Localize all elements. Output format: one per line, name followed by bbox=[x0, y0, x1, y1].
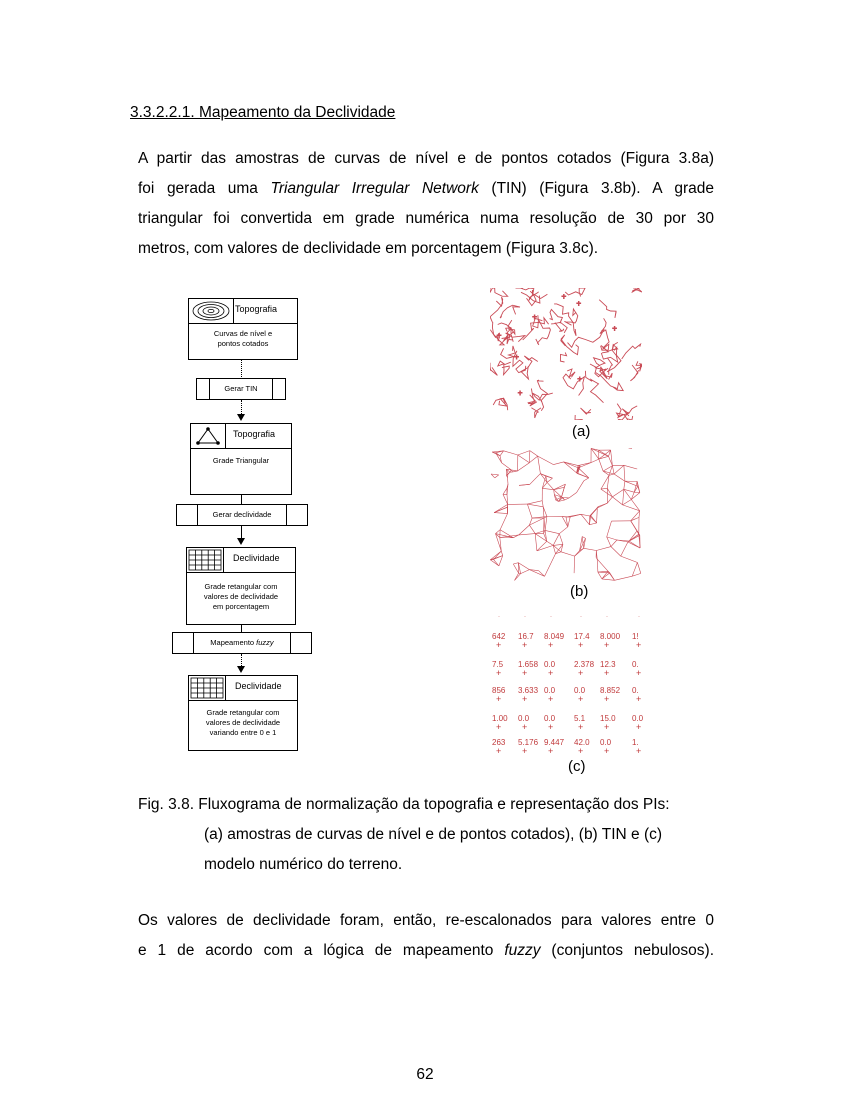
grid-cell-value: 0. bbox=[632, 660, 639, 669]
tin-edge bbox=[545, 554, 556, 577]
tin-edge bbox=[527, 504, 532, 518]
grid-cell-value: 17.4 bbox=[574, 632, 590, 641]
grid-cell-value: 856 bbox=[492, 686, 506, 695]
contour-line bbox=[632, 288, 642, 293]
tin-edge bbox=[609, 474, 614, 475]
grid-cell-value: 0.0 bbox=[544, 686, 556, 695]
flow-process-label: Gerar declividade bbox=[212, 510, 272, 519]
flow-process-label: Mapeamento bbox=[210, 638, 257, 647]
grid-cell-value: 1. bbox=[632, 738, 639, 747]
caption-line2: (a) amostras de curvas de nível e de pontos cotados), (b) TIN e (c) bbox=[204, 826, 663, 843]
flow-box-body-line: variando entre 0 e 1 bbox=[209, 728, 277, 737]
figure-caption bbox=[138, 790, 714, 880]
spot-height-marker: + bbox=[561, 292, 567, 302]
panel-c-numeric-grid bbox=[490, 614, 642, 754]
caption-line1: Fig. 3.8. Fluxograma de normalização da topografia e representação dos PIs: bbox=[138, 796, 670, 813]
flow-box-body bbox=[189, 708, 297, 738]
process-bar bbox=[290, 633, 291, 653]
tin-edge bbox=[562, 487, 565, 497]
tin-edge bbox=[624, 465, 625, 481]
grid-node-marker: + bbox=[578, 722, 584, 732]
grid-cell-value: 1.00 bbox=[492, 714, 508, 723]
flow-process-gerar-declividade bbox=[176, 504, 308, 526]
grid-node-marker: + bbox=[578, 746, 584, 756]
contour-line bbox=[622, 344, 641, 359]
tin-edge bbox=[623, 489, 624, 505]
grid-node-marker: + bbox=[578, 668, 584, 678]
grid-cell-value: 9.447 bbox=[544, 738, 565, 747]
tin-edge bbox=[518, 563, 529, 570]
tin-edge bbox=[614, 474, 625, 481]
contour-line bbox=[550, 309, 563, 323]
flow-box-body-line: valores de declividade bbox=[203, 592, 279, 601]
tin-edge bbox=[584, 548, 597, 550]
tin-edge bbox=[597, 559, 608, 571]
contour-line bbox=[599, 300, 616, 318]
tin-edge bbox=[544, 518, 545, 530]
grid-cell-value: 8.049 bbox=[544, 632, 565, 641]
grid-cell-value: 0.0 bbox=[544, 660, 556, 669]
tin-edge bbox=[539, 571, 545, 577]
contour-line bbox=[630, 365, 638, 381]
panel-c-label: (c) bbox=[568, 758, 586, 775]
tin-edge bbox=[575, 548, 584, 556]
tin-edge bbox=[507, 472, 511, 475]
grid-cell-value: 12.3 bbox=[600, 660, 616, 669]
panel-b-tin bbox=[490, 448, 642, 582]
grid-node-marker: + bbox=[636, 694, 642, 704]
para1-line3: triangular foi convertida em grade numérica numa resolução de 30 por 30 bbox=[138, 210, 714, 227]
flow-box-body-line: pontos cotados bbox=[217, 339, 269, 348]
panel-b-label: (b) bbox=[570, 583, 589, 600]
tin-edge bbox=[597, 503, 607, 508]
tin-edge bbox=[527, 501, 542, 504]
contour-line bbox=[490, 367, 497, 376]
process-bar bbox=[197, 505, 198, 525]
tin-edge bbox=[508, 478, 509, 485]
tin-edge bbox=[584, 478, 589, 481]
flow-box-title: Topografia bbox=[235, 304, 278, 314]
grid-node-marker: + bbox=[578, 640, 584, 650]
tin-edge bbox=[597, 559, 598, 572]
grid-cell-value: 2.378 bbox=[574, 660, 595, 669]
flow-box-declividade-percent bbox=[186, 547, 296, 625]
tin-edge bbox=[602, 579, 615, 580]
tin-edge bbox=[513, 563, 518, 564]
flow-box-header bbox=[187, 548, 295, 573]
tin-edge bbox=[632, 573, 641, 576]
paragraph-intro bbox=[138, 144, 714, 264]
grid-node-marker: + bbox=[548, 668, 554, 678]
flow-box-body-line: valores de declividade bbox=[205, 718, 281, 727]
contour-line bbox=[581, 408, 591, 414]
flow-box-declividade-fuzzy bbox=[188, 675, 298, 751]
panel-a-contour-map bbox=[490, 288, 642, 420]
tin-edge bbox=[538, 456, 541, 474]
grid-node-marker: + bbox=[548, 640, 554, 650]
grid-node-marker: + bbox=[496, 694, 502, 704]
tin-edge bbox=[495, 475, 499, 478]
tin-edge bbox=[637, 563, 640, 574]
flow-box-title: Topografia bbox=[233, 429, 276, 439]
flow-process-mapeamento-fuzzy bbox=[172, 632, 312, 654]
contour-line bbox=[521, 356, 538, 379]
grid-cell-value: 0.0 bbox=[574, 686, 586, 695]
grid-cell-value: 8.852 bbox=[600, 686, 621, 695]
para2-line2-b: (conjuntos nebulosos). bbox=[540, 942, 714, 959]
tin-edge bbox=[578, 468, 589, 478]
grid-node-marker: · bbox=[580, 614, 582, 620]
page-number: 62 bbox=[416, 1066, 434, 1083]
para1-line4: metros, com valores de declividade em porcentagem (Figura 3.8c). bbox=[138, 240, 599, 257]
tin-edge bbox=[624, 465, 637, 469]
flow-box-body-line: Grade retangular com bbox=[206, 708, 280, 717]
tin-edge bbox=[545, 517, 547, 531]
tin-edge bbox=[598, 572, 602, 579]
grid-node-marker: + bbox=[496, 640, 502, 650]
contour-line bbox=[527, 291, 537, 305]
paragraph-fuzzy bbox=[138, 906, 714, 966]
flow-box-header bbox=[189, 299, 297, 324]
contour-line bbox=[564, 309, 577, 325]
grid-node-marker: + bbox=[548, 694, 554, 704]
flow-box-topografia-grade bbox=[190, 423, 292, 495]
spot-height-marker: + bbox=[532, 312, 537, 322]
tin-edge bbox=[611, 540, 617, 547]
tin-edge bbox=[596, 547, 611, 551]
tin-edge bbox=[518, 463, 530, 471]
tin-edge bbox=[607, 488, 612, 497]
tin-edge bbox=[628, 542, 640, 548]
grid-cell-value: 263 bbox=[492, 738, 506, 747]
grid-node-marker: · bbox=[550, 614, 552, 620]
flowchart bbox=[170, 290, 320, 770]
section-heading: 3.3.2.2.1. Mapeamento da Declividade bbox=[130, 104, 396, 121]
tin-edge bbox=[494, 504, 508, 512]
tin-edge bbox=[599, 459, 603, 471]
contour-line bbox=[600, 318, 609, 348]
grid-cell-value: 0.0 bbox=[518, 714, 530, 723]
grid-node-marker: + bbox=[522, 722, 528, 732]
tin-edge bbox=[542, 488, 553, 489]
arrow-down-icon bbox=[237, 414, 245, 421]
para1-line2-a: foi gerada uma bbox=[138, 180, 271, 197]
tin-edge bbox=[598, 571, 608, 572]
tin-edge bbox=[621, 556, 638, 562]
tin-edge bbox=[631, 521, 639, 534]
grid-cell-value: 7.5 bbox=[492, 660, 504, 669]
grid-node-marker: · bbox=[638, 614, 640, 620]
process-bar bbox=[193, 633, 194, 653]
tin-edge bbox=[527, 504, 543, 507]
tin-edge bbox=[569, 493, 577, 498]
tin-edge bbox=[501, 551, 502, 556]
contour-line bbox=[560, 352, 566, 362]
contour-line bbox=[607, 358, 612, 375]
tin-edge bbox=[530, 451, 538, 457]
tin-edge bbox=[494, 513, 507, 514]
contour-line bbox=[533, 393, 553, 402]
tin-edge bbox=[574, 556, 575, 573]
grid-icon bbox=[189, 676, 226, 700]
grid-node-marker: · bbox=[606, 614, 608, 620]
tin-edge bbox=[632, 563, 637, 577]
tin-edge bbox=[577, 473, 589, 478]
tin-edge bbox=[607, 521, 612, 537]
tin-edge bbox=[521, 570, 530, 574]
contour-line bbox=[490, 288, 508, 296]
flow-box-header bbox=[191, 424, 291, 449]
tin-edge bbox=[607, 497, 612, 503]
contour-line bbox=[636, 361, 642, 371]
contour-line bbox=[568, 330, 604, 348]
arrow-down-icon bbox=[237, 538, 245, 545]
tin-edge bbox=[494, 507, 508, 513]
spot-height-marker: + bbox=[612, 323, 617, 333]
flow-process-label: Gerar TIN bbox=[224, 384, 258, 393]
tin-edge bbox=[529, 525, 535, 534]
contour-line bbox=[575, 415, 583, 420]
tin-edge bbox=[608, 571, 615, 580]
grid-node-marker: + bbox=[604, 722, 610, 732]
grid-cell-value: 15.0 bbox=[600, 714, 616, 723]
spot-height-marker: + bbox=[577, 374, 583, 384]
grid-cell-value: 5.1 bbox=[574, 714, 586, 723]
tin-edge bbox=[559, 534, 563, 545]
tin-edge bbox=[538, 456, 554, 465]
grid-cell-value: 5.176 bbox=[518, 738, 539, 747]
grid-node-marker: + bbox=[604, 746, 610, 756]
flow-connector bbox=[241, 654, 242, 666]
tin-edge bbox=[612, 466, 614, 474]
tin-edge bbox=[504, 451, 518, 455]
para1-line2-b: (TIN) (Figura 3.8b). A grade bbox=[478, 180, 714, 197]
tin-edge bbox=[547, 478, 552, 482]
contour-line bbox=[500, 305, 520, 318]
grid-cell-value: 0. bbox=[632, 686, 639, 695]
tin-edge bbox=[601, 489, 613, 497]
grid-node-marker: + bbox=[496, 668, 502, 678]
tin-edge bbox=[612, 497, 622, 505]
spot-height-marker: + bbox=[514, 352, 519, 362]
flow-process-label-emphasis: fuzzy bbox=[256, 638, 274, 647]
tin-edge bbox=[614, 465, 624, 474]
grid-cell-value: 1.658 bbox=[518, 660, 539, 669]
contour-line bbox=[490, 297, 503, 322]
tin-edge bbox=[491, 474, 499, 475]
grid-node-marker: + bbox=[578, 694, 584, 704]
triangle-network-icon bbox=[191, 424, 226, 448]
flow-box-body-line: em porcentagem bbox=[212, 602, 270, 611]
grid-node-marker: + bbox=[636, 746, 642, 756]
tin-edge bbox=[503, 488, 507, 494]
flow-box-body-line: Curvas de nível e bbox=[213, 329, 273, 338]
tin-edge bbox=[500, 514, 507, 530]
grid-node-marker: + bbox=[548, 746, 554, 756]
tin-edge bbox=[547, 482, 554, 489]
tin-edge bbox=[530, 474, 541, 485]
tin-edge bbox=[502, 463, 512, 470]
tin-edge bbox=[553, 534, 559, 546]
flow-box-header bbox=[189, 676, 297, 701]
spot-height-marker: + bbox=[517, 388, 523, 398]
grid-node-marker: + bbox=[548, 722, 554, 732]
flow-box-title: Declividade bbox=[233, 553, 280, 563]
process-bar bbox=[272, 379, 273, 399]
tin-edge bbox=[496, 530, 501, 534]
grid-cell-value: 1! bbox=[632, 632, 639, 641]
grid-node-marker: · bbox=[498, 614, 500, 620]
tin-edge bbox=[518, 451, 530, 455]
para2-line2-a: e 1 de acordo com a lógica de mapeamento bbox=[138, 942, 505, 959]
contour-map-icon bbox=[189, 299, 234, 323]
tin-edge bbox=[529, 456, 537, 463]
contour-line bbox=[565, 288, 585, 297]
tin-edge bbox=[542, 501, 543, 507]
grid-node-marker: + bbox=[636, 668, 642, 678]
grid-cell-value: 642 bbox=[492, 632, 506, 641]
grid-cell-value: 3.633 bbox=[518, 686, 539, 695]
grid-node-marker: + bbox=[604, 694, 610, 704]
grid-cell-value: 42.0 bbox=[574, 738, 590, 747]
tin-edge bbox=[553, 544, 563, 545]
grid-cell-value: 0.0 bbox=[544, 714, 556, 723]
spot-height-marker: + bbox=[576, 299, 582, 308]
flow-box-title: Declividade bbox=[235, 681, 282, 691]
grid-icon bbox=[187, 548, 224, 572]
tin-edge bbox=[554, 462, 564, 465]
grid-node-marker: + bbox=[636, 722, 642, 732]
tin-edge bbox=[634, 481, 637, 492]
flow-process-gerar-tin bbox=[196, 378, 286, 400]
grid-cell-value: 0.0 bbox=[632, 714, 644, 723]
grid-cell-value: 16.7 bbox=[518, 632, 534, 641]
tin-edge bbox=[624, 481, 625, 489]
tin-edge bbox=[621, 542, 628, 556]
arrow-down-icon bbox=[237, 666, 245, 673]
caption-line3: modelo numérico do terreno. bbox=[204, 856, 403, 873]
para2-line1: Os valores de declividade foram, então, re-escalonados para valores entre 0 bbox=[138, 912, 714, 929]
tin-edge bbox=[547, 541, 554, 545]
flow-connector bbox=[241, 400, 242, 414]
flow-box-topografia-curvas bbox=[188, 298, 298, 360]
tin-edge bbox=[577, 481, 584, 493]
flow-box-body: Grade Triangular bbox=[212, 456, 270, 465]
grid-node-marker: + bbox=[636, 640, 642, 650]
flow-box-body bbox=[189, 329, 297, 349]
panel-a-label: (a) bbox=[572, 423, 591, 440]
tin-edge bbox=[519, 534, 535, 535]
grid-node-marker: · bbox=[524, 614, 526, 620]
grid-node-marker: + bbox=[604, 668, 610, 678]
process-bar bbox=[286, 505, 287, 525]
flow-connector bbox=[241, 526, 242, 538]
contour-line bbox=[531, 408, 541, 418]
grid-node-marker: + bbox=[522, 668, 528, 678]
contour-line bbox=[528, 389, 536, 407]
grid-node-marker: + bbox=[604, 640, 610, 650]
tin-edge bbox=[601, 488, 607, 489]
contour-line bbox=[601, 342, 618, 353]
grid-cell-value: 8.000 bbox=[600, 632, 621, 641]
tin-edge bbox=[611, 547, 621, 557]
tin-edge bbox=[559, 527, 568, 534]
grid-node-marker: + bbox=[522, 694, 528, 704]
tin-edge bbox=[591, 459, 599, 463]
tin-edge bbox=[607, 537, 611, 547]
process-bar bbox=[209, 379, 210, 399]
tin-edge bbox=[597, 508, 598, 523]
para1-line1: A partir das amostras de curvas de nível e de pontos cotados (Figura 3.8a) bbox=[138, 150, 714, 167]
tin-edge bbox=[631, 511, 640, 521]
contour-line bbox=[516, 288, 534, 294]
tin-edge bbox=[612, 489, 623, 497]
tin-edge bbox=[566, 514, 581, 517]
para1-line2 bbox=[138, 174, 714, 204]
tin-edge bbox=[513, 564, 518, 573]
para2-line2 bbox=[138, 936, 714, 966]
para2-line2-emphasis: fuzzy bbox=[504, 942, 541, 959]
grid-cell-value: 0.0 bbox=[600, 738, 612, 747]
tin-edge bbox=[589, 523, 596, 525]
tin-edge bbox=[518, 455, 530, 463]
contour-line bbox=[501, 346, 516, 359]
flow-box-body-line: Grade retangular com bbox=[204, 582, 278, 591]
flow-box-body bbox=[187, 582, 295, 612]
tin-edge bbox=[615, 576, 633, 580]
tin-edge bbox=[545, 530, 559, 533]
tin-edge bbox=[535, 534, 537, 551]
para1-line2-emphasis: Triangular Irregular Network bbox=[270, 180, 479, 197]
tin-edge bbox=[554, 487, 565, 489]
spot-height-marker: + bbox=[496, 331, 502, 341]
flow-connector bbox=[241, 359, 242, 377]
tin-edge bbox=[568, 517, 570, 527]
tin-edge bbox=[601, 475, 609, 489]
tin-edge bbox=[565, 498, 570, 500]
grid-node-marker: + bbox=[496, 746, 502, 756]
contour-line bbox=[498, 361, 511, 375]
tin-edge bbox=[607, 537, 617, 540]
grid-node-marker: + bbox=[522, 746, 528, 756]
tin-edge bbox=[519, 525, 530, 535]
grid-node-marker: + bbox=[522, 640, 528, 650]
tin-edge bbox=[561, 552, 575, 556]
grid-node-marker: + bbox=[496, 722, 502, 732]
tin-edge bbox=[623, 500, 632, 505]
